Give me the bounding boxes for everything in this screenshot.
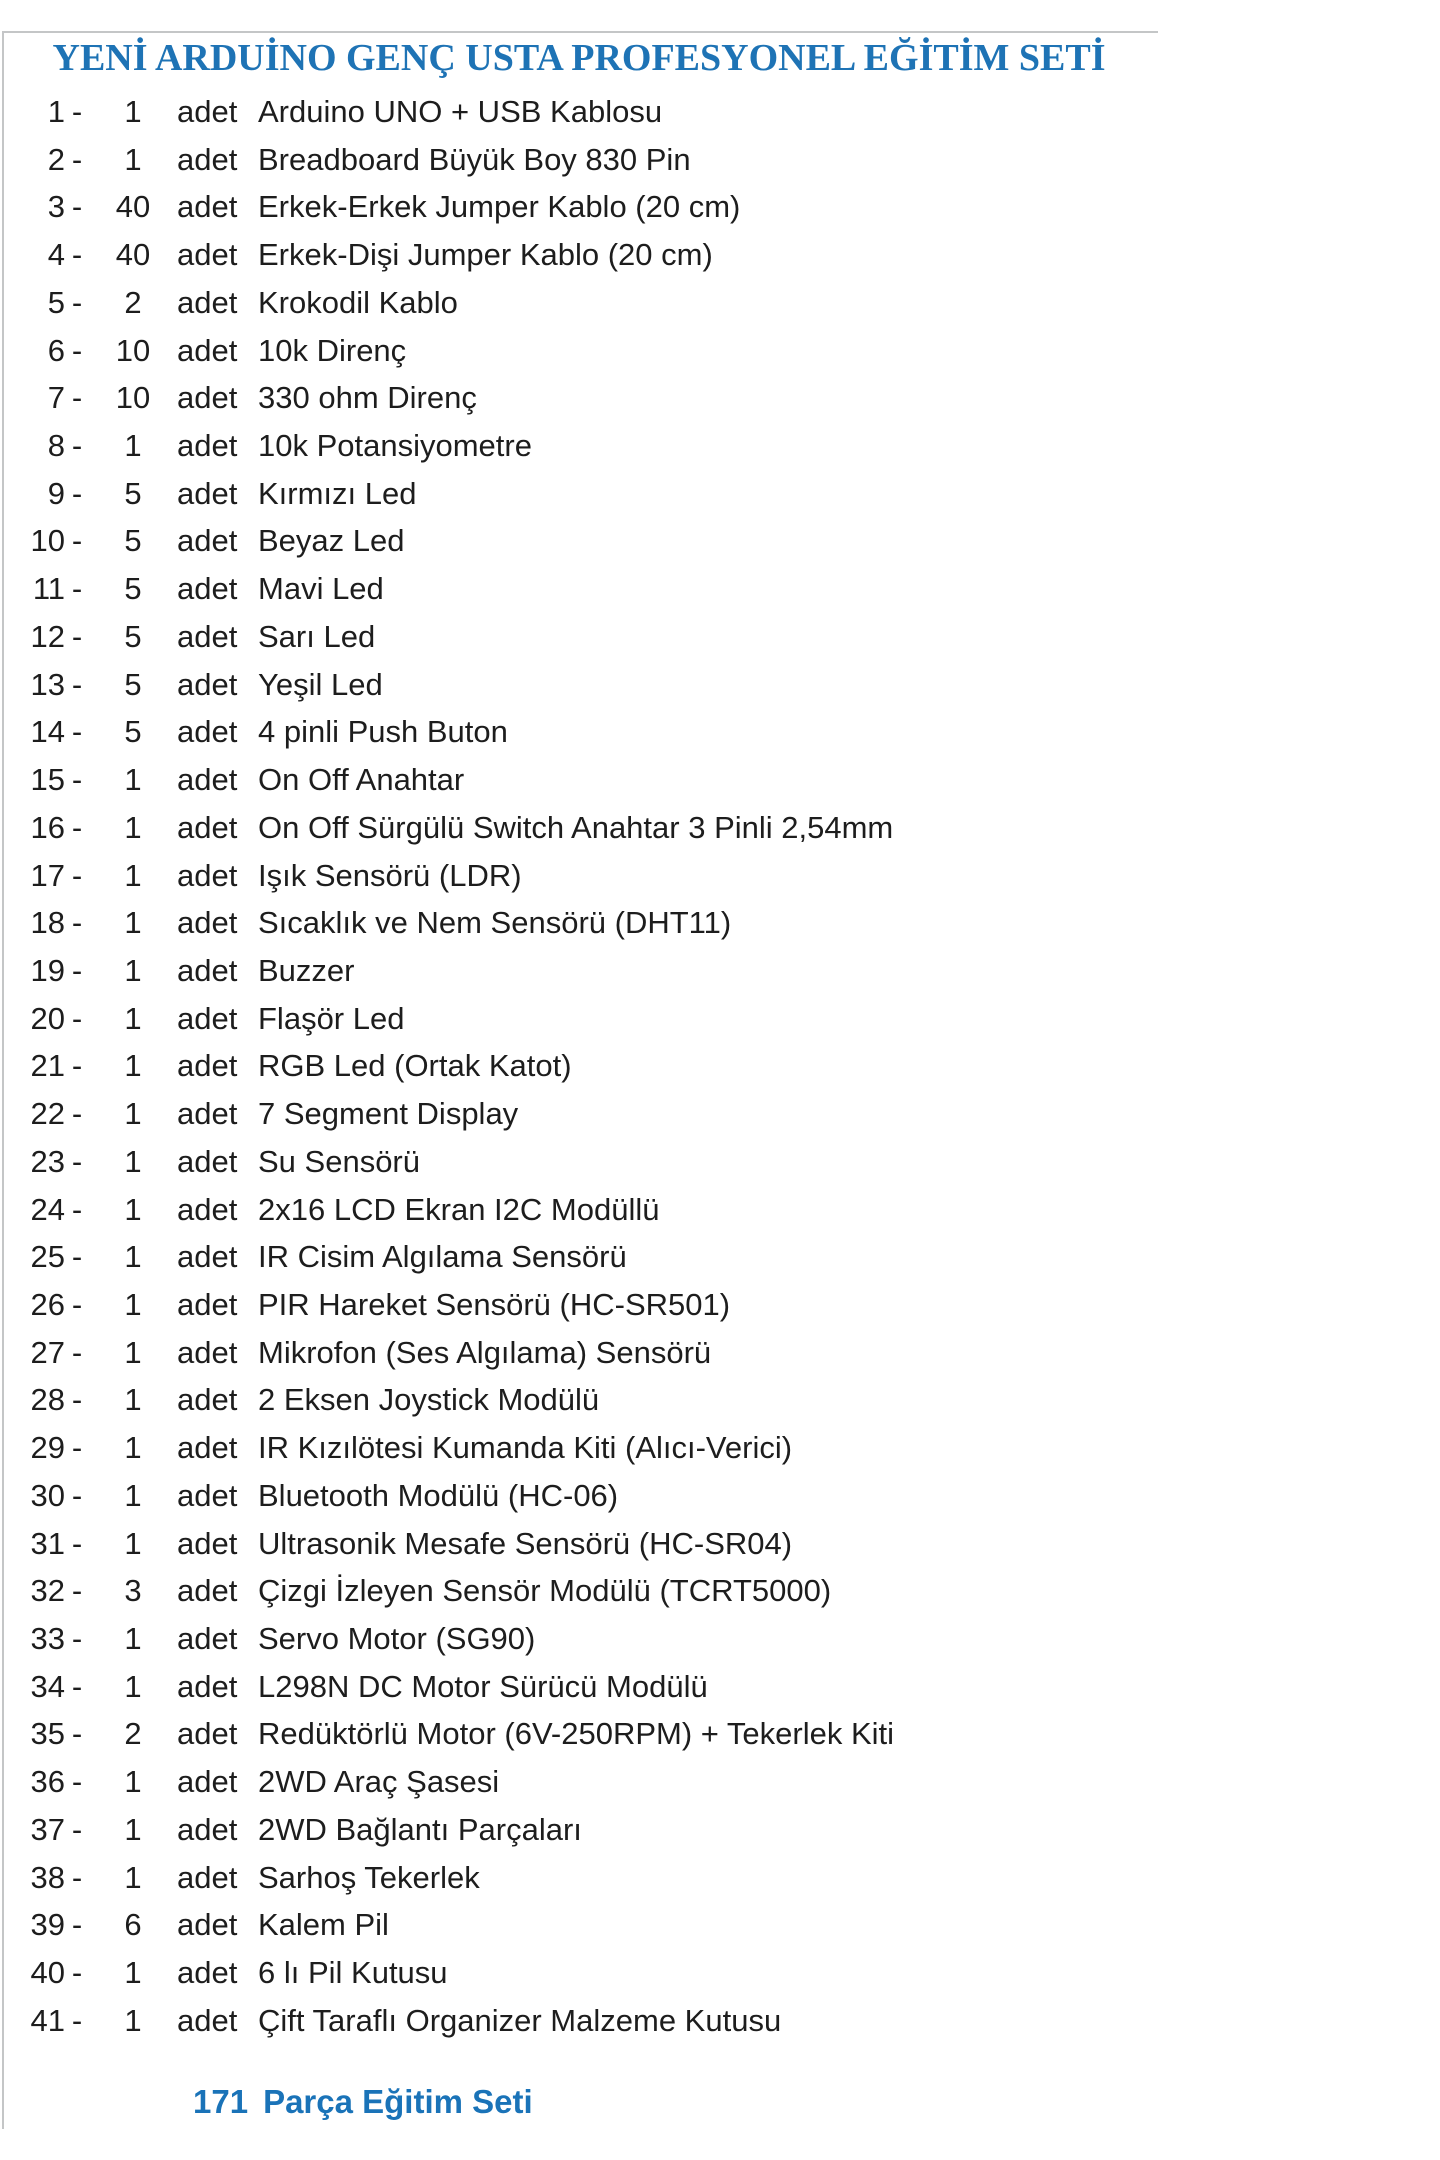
- item-quantity: 1: [124, 428, 142, 464]
- item-number: 35: [30, 1716, 65, 1752]
- item-name: 10k Direnç: [258, 332, 407, 368]
- list-item: [0, 1567, 1200, 1615]
- item-quantity: 1: [124, 1334, 142, 1370]
- item-number: 18: [30, 905, 65, 941]
- item-unit: adet: [177, 237, 238, 273]
- item-unit: adet: [177, 1477, 238, 1513]
- list-item: [0, 1520, 1200, 1568]
- list-item: [0, 1186, 1200, 1234]
- item-unit: adet: [177, 1764, 238, 1800]
- list-item: [0, 470, 1200, 518]
- item-unit: adet: [177, 1239, 238, 1275]
- item-quantity: 5: [124, 475, 142, 511]
- item-separator: -: [71, 237, 83, 273]
- item-unit: adet: [177, 94, 238, 129]
- item-quantity: 5: [124, 523, 142, 559]
- item-number: 19: [30, 952, 65, 988]
- item-quantity: 1: [124, 1191, 142, 1227]
- list-item: [0, 327, 1200, 375]
- item-unit: adet: [177, 1573, 238, 1609]
- list-item: [0, 374, 1200, 422]
- item-name: L298N DC Motor Sürücü Modülü: [258, 1668, 708, 1704]
- list-item: [0, 613, 1200, 661]
- item-quantity: 1: [124, 809, 142, 845]
- item-name: 2x16 LCD Ekran I2C Modüllü: [258, 1191, 660, 1227]
- item-unit: adet: [177, 1191, 238, 1227]
- item-number: 29: [30, 1430, 65, 1466]
- item-unit: adet: [177, 1621, 238, 1656]
- item-quantity: 10: [115, 380, 151, 416]
- item-unit: adet: [177, 666, 238, 702]
- item-number: 7: [47, 380, 65, 416]
- item-separator: -: [71, 666, 83, 702]
- item-separator: -: [71, 1096, 83, 1132]
- item-name: 4 pinli Push Buton: [258, 714, 508, 750]
- item-name: IR Kızılötesi Kumanda Kiti (Alıcı-Verici): [258, 1430, 793, 1466]
- item-unit: adet: [177, 618, 238, 654]
- item-separator: -: [71, 1143, 83, 1179]
- item-name: 10k Potansiyometre: [258, 428, 532, 464]
- item-number: 2: [47, 141, 65, 177]
- item-quantity: 1: [124, 1430, 142, 1466]
- item-separator: -: [71, 1764, 83, 1800]
- list-item: [0, 1758, 1200, 1806]
- item-name: Breadboard Büyük Boy 830 Pin: [258, 141, 691, 177]
- item-quantity: 1: [124, 2002, 142, 2038]
- item-unit: adet: [177, 571, 238, 607]
- list-item: [0, 756, 1200, 804]
- item-name: Bluetooth Modülü (HC-06): [258, 1477, 619, 1513]
- list-item: [0, 231, 1200, 279]
- item-name: 6 lı Pil Kutusu: [258, 1955, 448, 1991]
- item-name: 2WD Araç Şasesi: [258, 1764, 500, 1800]
- footer-part-count: 171: [193, 2083, 249, 2120]
- item-unit: adet: [177, 1382, 238, 1418]
- item-separator: -: [71, 2002, 83, 2038]
- item-unit: adet: [177, 1525, 238, 1561]
- item-unit: adet: [177, 952, 238, 988]
- item-name: Sıcaklık ve Nem Sensörü (DHT11): [258, 905, 732, 941]
- item-number: 12: [30, 618, 65, 654]
- item-separator: -: [71, 1811, 83, 1847]
- item-number: 25: [30, 1239, 65, 1275]
- item-quantity: 1: [124, 1955, 142, 1991]
- item-name: Sarı Led: [258, 618, 376, 654]
- parts-list: [0, 88, 1200, 2044]
- item-name: Redüktörlü Motor (6V-250RPM) + Tekerlek Kiti: [258, 1716, 895, 1752]
- list-item: [0, 708, 1200, 756]
- item-quantity: 1: [124, 952, 142, 988]
- item-number: 27: [30, 1334, 65, 1370]
- item-separator: -: [71, 380, 83, 416]
- item-number: 10: [30, 523, 65, 559]
- item-quantity: 1: [124, 1048, 142, 1084]
- item-number: 17: [30, 857, 65, 893]
- item-unit: adet: [177, 332, 238, 368]
- list-item: [0, 422, 1200, 470]
- list-item: [0, 947, 1200, 995]
- list-item: [0, 136, 1200, 184]
- item-number: 14: [30, 714, 65, 750]
- item-unit: adet: [177, 284, 238, 320]
- list-item: [0, 1090, 1200, 1138]
- list-item: [0, 1806, 1200, 1854]
- item-quantity: 1: [124, 94, 142, 129]
- item-name: 2 Eksen Joystick Modülü: [258, 1382, 600, 1418]
- item-number: 20: [30, 1000, 65, 1036]
- item-name: 2WD Bağlantı Parçaları: [258, 1811, 582, 1847]
- item-quantity: 1: [124, 857, 142, 893]
- list-item: [0, 1472, 1200, 1520]
- item-number: 3: [47, 189, 65, 225]
- item-unit: adet: [177, 1907, 238, 1943]
- item-separator: -: [71, 1048, 83, 1084]
- item-separator: -: [71, 1239, 83, 1275]
- item-unit: adet: [177, 762, 238, 798]
- item-name: 7 Segment Display: [258, 1096, 519, 1132]
- item-separator: -: [71, 1668, 83, 1704]
- item-separator: -: [71, 857, 83, 893]
- footer-label: Parça Eğitim Seti: [263, 2083, 533, 2120]
- item-separator: -: [71, 1382, 83, 1418]
- item-quantity: 1: [124, 762, 142, 798]
- item-separator: -: [71, 714, 83, 750]
- item-name: Ultrasonik Mesafe Sensörü (HC-SR04): [258, 1525, 793, 1561]
- item-separator: -: [71, 1477, 83, 1513]
- item-separator: -: [71, 1334, 83, 1370]
- item-quantity: 2: [124, 284, 142, 320]
- item-unit: adet: [177, 1955, 238, 1991]
- item-number: 9: [47, 475, 65, 511]
- item-separator: -: [71, 1955, 83, 1991]
- item-unit: adet: [177, 857, 238, 893]
- item-separator: -: [71, 332, 83, 368]
- item-number: 37: [30, 1811, 65, 1847]
- item-number: 1: [47, 94, 65, 129]
- item-number: 28: [30, 1382, 65, 1418]
- item-unit: adet: [177, 1811, 238, 1847]
- item-quantity: 1: [124, 141, 142, 177]
- item-name: Flaşör Led: [258, 1000, 405, 1036]
- item-unit: adet: [177, 1048, 238, 1084]
- list-item: [0, 1138, 1200, 1186]
- item-quantity: 1: [124, 1096, 142, 1132]
- item-name: Kalem Pil: [258, 1907, 389, 1943]
- item-quantity: 1: [124, 1668, 142, 1704]
- item-quantity: 1: [124, 1859, 142, 1895]
- item-quantity: 5: [124, 618, 142, 654]
- item-name: Çift Taraflı Organizer Malzeme Kutusu: [258, 2002, 782, 2038]
- item-separator: -: [71, 94, 83, 129]
- item-quantity: 1: [124, 1811, 142, 1847]
- item-unit: adet: [177, 809, 238, 845]
- item-quantity: 10: [115, 332, 151, 368]
- item-unit: adet: [177, 1334, 238, 1370]
- item-number: 36: [30, 1764, 65, 1800]
- item-separator: -: [71, 141, 83, 177]
- item-quantity: 1: [124, 1525, 142, 1561]
- item-quantity: 1: [124, 1382, 142, 1418]
- list-item: [0, 852, 1200, 900]
- list-item: [0, 1663, 1200, 1711]
- item-name: On Off Sürgülü Switch Anahtar 3 Pinli 2,54mm: [258, 809, 894, 845]
- item-number: 5: [47, 284, 65, 320]
- item-number: 33: [30, 1621, 65, 1656]
- list-item: [0, 1997, 1200, 2045]
- item-separator: -: [71, 1907, 83, 1943]
- item-quantity: 1: [124, 1143, 142, 1179]
- item-number: 26: [30, 1286, 65, 1322]
- item-quantity: 2: [124, 1716, 142, 1752]
- footer-summary: [193, 2083, 533, 2121]
- list-item: [0, 661, 1200, 709]
- item-quantity: 40: [115, 237, 151, 273]
- item-quantity: 1: [124, 1239, 142, 1275]
- item-number: 23: [30, 1143, 65, 1179]
- item-unit: adet: [177, 189, 238, 225]
- list-item: [0, 1329, 1200, 1377]
- item-quantity: 1: [124, 1000, 142, 1036]
- item-number: 4: [47, 237, 65, 273]
- item-name: Yeşil Led: [258, 666, 383, 702]
- item-quantity: 5: [124, 714, 142, 750]
- item-separator: -: [71, 571, 83, 607]
- item-unit: adet: [177, 380, 238, 416]
- item-separator: -: [71, 1000, 83, 1036]
- item-name: Su Sensörü: [258, 1143, 420, 1179]
- item-name: Erkek-Erkek Jumper Kablo (20 cm): [258, 189, 741, 225]
- item-number: 15: [30, 762, 65, 798]
- item-separator: -: [71, 1716, 83, 1752]
- item-unit: adet: [177, 905, 238, 941]
- list-item: [0, 1281, 1200, 1329]
- item-number: 8: [47, 428, 65, 464]
- list-item: [0, 899, 1200, 947]
- list-item: [0, 804, 1200, 852]
- item-separator: -: [71, 1859, 83, 1895]
- item-quantity: 5: [124, 571, 142, 607]
- item-name: Işık Sensörü (LDR): [258, 857, 522, 893]
- item-name: Kırmızı Led: [258, 475, 417, 511]
- list-item: [0, 517, 1200, 565]
- item-quantity: 1: [124, 1286, 142, 1322]
- item-unit: adet: [177, 714, 238, 750]
- item-unit: adet: [177, 1668, 238, 1704]
- item-number: 38: [30, 1859, 65, 1895]
- item-number: 11: [32, 571, 65, 607]
- item-separator: -: [71, 523, 83, 559]
- item-separator: -: [71, 1525, 83, 1561]
- item-name: PIR Hareket Sensörü (HC-SR501): [258, 1286, 731, 1322]
- item-separator: -: [71, 1430, 83, 1466]
- item-quantity: 1: [124, 1477, 142, 1513]
- item-quantity: 6: [124, 1907, 142, 1943]
- list-item: [0, 183, 1200, 231]
- list-item: [0, 1615, 1200, 1663]
- list-item: [0, 1710, 1200, 1758]
- item-number: 31: [30, 1525, 65, 1561]
- list-item: [0, 995, 1200, 1043]
- item-number: 40: [30, 1955, 65, 1991]
- item-separator: -: [71, 428, 83, 464]
- list-item: [0, 1042, 1200, 1090]
- item-quantity: 40: [115, 189, 151, 225]
- list-item: [0, 1854, 1200, 1902]
- item-name: Çizgi İzleyen Sensör Modülü (TCRT5000): [258, 1573, 832, 1609]
- item-number: 22: [30, 1096, 65, 1132]
- list-item: [0, 565, 1200, 613]
- item-separator: -: [71, 1191, 83, 1227]
- item-name: Arduino UNO + USB Kablosu: [258, 94, 663, 129]
- item-unit: adet: [177, 1000, 238, 1036]
- item-unit: adet: [177, 1096, 238, 1132]
- item-number: 16: [30, 809, 65, 845]
- item-separator: -: [71, 762, 83, 798]
- item-name: RGB Led (Ortak Katot): [258, 1048, 572, 1084]
- item-separator: -: [71, 618, 83, 654]
- item-number: 41: [30, 2002, 65, 2038]
- item-name: Buzzer: [258, 952, 355, 988]
- item-separator: -: [71, 1573, 83, 1609]
- item-name: Mavi Led: [258, 571, 384, 607]
- list-item: [0, 88, 1200, 136]
- item-name: Mikrofon (Ses Algılama) Sensörü: [258, 1334, 712, 1370]
- list-item: [0, 1376, 1200, 1424]
- item-name: Krokodil Kablo: [258, 284, 458, 320]
- item-separator: -: [71, 284, 83, 320]
- item-name: Sarhoş Tekerlek: [258, 1859, 480, 1895]
- list-item: [0, 1233, 1200, 1281]
- item-number: 24: [30, 1191, 65, 1227]
- item-unit: adet: [177, 523, 238, 559]
- item-separator: -: [71, 1621, 83, 1656]
- item-unit: adet: [177, 1286, 238, 1322]
- item-name: IR Cisim Algılama Sensörü: [258, 1239, 627, 1275]
- item-quantity: 5: [124, 666, 142, 702]
- item-separator: -: [71, 809, 83, 845]
- item-number: 13: [30, 666, 65, 702]
- list-item: [0, 1901, 1200, 1949]
- item-name: Beyaz Led: [258, 523, 405, 559]
- item-quantity: 1: [124, 1621, 142, 1656]
- item-quantity: 1: [124, 1764, 142, 1800]
- item-number: 30: [30, 1477, 65, 1513]
- item-unit: adet: [177, 141, 238, 177]
- item-name: Servo Motor (SG90): [258, 1621, 536, 1656]
- item-unit: adet: [177, 1430, 238, 1466]
- item-unit: adet: [177, 475, 238, 511]
- item-separator: -: [71, 189, 83, 225]
- item-number: 34: [30, 1668, 65, 1704]
- list-item: [0, 279, 1200, 327]
- item-name: Erkek-Dişi Jumper Kablo (20 cm): [258, 237, 713, 273]
- item-unit: adet: [177, 1859, 238, 1895]
- item-separator: -: [71, 905, 83, 941]
- item-name: 330 ohm Direnç: [258, 380, 477, 416]
- item-quantity: 1: [124, 905, 142, 941]
- list-item: [0, 1949, 1200, 1997]
- item-number: 6: [47, 332, 65, 368]
- page-title: YENİ ARDUİNO GENÇ USTA PROFESYONEL EĞİTİM SETİ: [52, 37, 1106, 79]
- item-unit: adet: [177, 428, 238, 464]
- item-number: 21: [30, 1048, 65, 1084]
- list-item: [0, 1424, 1200, 1472]
- item-separator: -: [71, 475, 83, 511]
- item-number: 39: [30, 1907, 65, 1943]
- item-unit: adet: [177, 2002, 238, 2038]
- item-unit: adet: [177, 1716, 238, 1752]
- item-separator: -: [71, 952, 83, 988]
- item-number: 32: [30, 1573, 65, 1609]
- item-name: On Off Anahtar: [258, 762, 465, 798]
- item-quantity: 3: [124, 1573, 142, 1609]
- item-unit: adet: [177, 1143, 238, 1179]
- item-separator: -: [71, 1286, 83, 1322]
